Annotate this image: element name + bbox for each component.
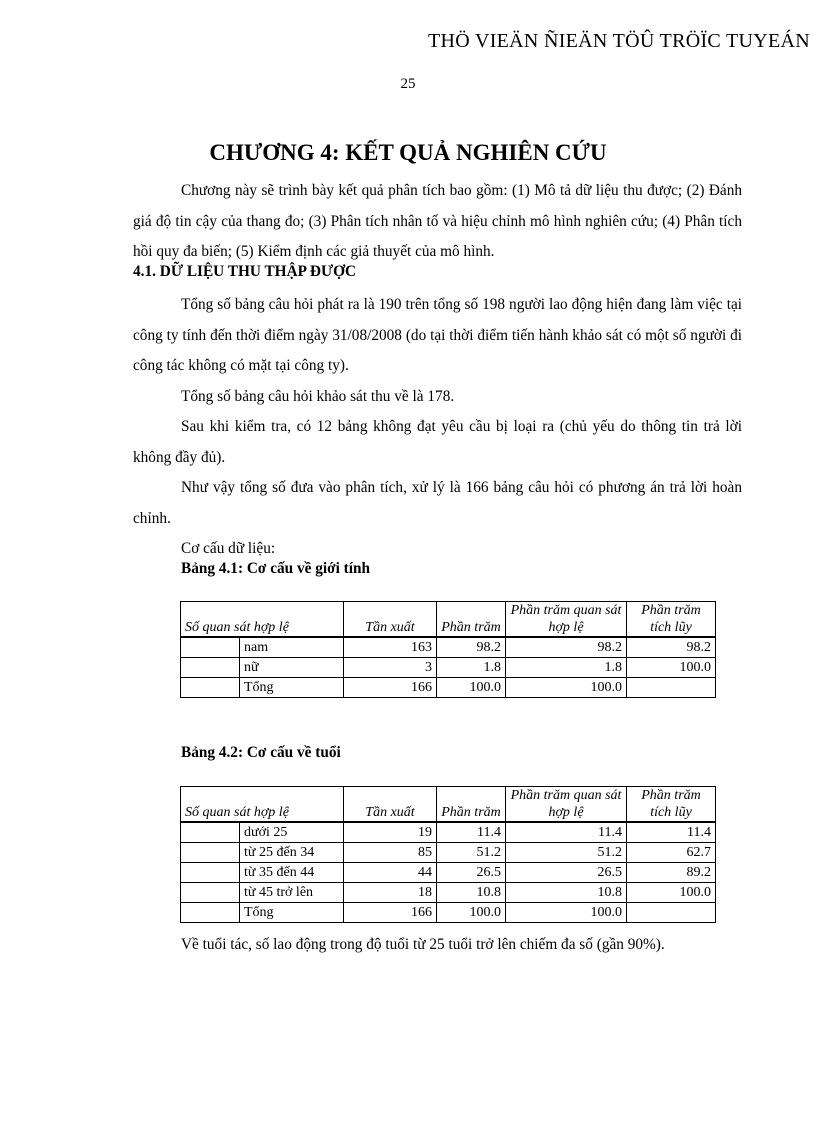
table-row [181, 863, 716, 883]
table1-caption: Bảng 4.1: Cơ cấu về giới tính [181, 560, 371, 577]
row-cumulative-percent: 98.2 [627, 637, 716, 658]
row-percent: 51.2 [437, 843, 506, 863]
col-header-valid-obs: Số quan sát hợp lệ [181, 602, 344, 638]
row-label: nữ [240, 658, 344, 678]
gender-table [180, 601, 716, 698]
row-label: nam [240, 637, 344, 658]
intro-text: Chương này sẽ trình bày kết quả phân tích bao gồm: (1) Mô tả dữ liệu thu được; (2) Đánh giá độ tin cậy của thang đo; (3) Phân tích nhân tố và hiệu chỉnh mô hình nghiên cứu; (4) Phân tích hồi quy đa biến; (5) Kiểm định các giả thuyết của mô hình. [133, 182, 742, 260]
table-row [181, 883, 716, 903]
row-label: từ 45 trở lên [240, 883, 344, 903]
row-valid-percent: 100.0 [506, 903, 627, 923]
table-header-row [181, 787, 716, 823]
row-label: Tổng [240, 903, 344, 923]
row-percent: 26.5 [437, 863, 506, 883]
age-table [180, 786, 716, 923]
row-indent-cell [181, 903, 240, 923]
row-valid-percent: 26.5 [506, 863, 627, 883]
row-percent: 10.8 [437, 883, 506, 903]
running-header: THÖ VIEÄN ÑIEÄN TÖÛ TRÖÏC TUYEÁN [428, 30, 810, 52]
row-label: từ 35 đến 44 [240, 863, 344, 883]
row-frequency: 166 [344, 903, 437, 923]
col-header-percent: Phần trăm [437, 787, 506, 823]
row-indent-cell [181, 822, 240, 843]
row-indent-cell [181, 658, 240, 678]
row-label: dưới 25 [240, 822, 344, 843]
row-cumulative-percent: 62.7 [627, 843, 716, 863]
row-valid-percent: 1.8 [506, 658, 627, 678]
row-percent: 1.8 [437, 658, 506, 678]
row-valid-percent: 51.2 [506, 843, 627, 863]
row-valid-percent: 98.2 [506, 637, 627, 658]
row-indent-cell [181, 678, 240, 698]
row-percent: 98.2 [437, 637, 506, 658]
row-percent: 11.4 [437, 822, 506, 843]
row-valid-percent: 10.8 [506, 883, 627, 903]
table-header-row [181, 602, 716, 638]
row-cumulative-percent [627, 903, 716, 923]
table-row [181, 822, 716, 843]
paragraph: Sau khi kiểm tra, có 12 bảng không đạt yêu cầu bị loại ra (chủ yếu do thông tin trả lời không đầy đủ). [133, 418, 742, 466]
row-frequency: 19 [344, 822, 437, 843]
row-frequency: 44 [344, 863, 437, 883]
row-indent-cell [181, 843, 240, 863]
col-header-percent: Phần trăm [437, 602, 506, 638]
table-row [181, 678, 716, 698]
row-valid-percent: 11.4 [506, 822, 627, 843]
table-row [181, 658, 716, 678]
col-header-valid-percent: Phần trăm quan sát hợp lệ [506, 787, 627, 823]
row-percent: 100.0 [437, 678, 506, 698]
section-heading: 4.1. DỮ LIỆU THU THẬP ĐƯỢC [133, 263, 357, 280]
col-header-frequency: Tần xuất [344, 602, 437, 638]
row-valid-percent: 100.0 [506, 678, 627, 698]
row-label: từ 25 đến 34 [240, 843, 344, 863]
intro-paragraph [133, 176, 742, 268]
table-row [181, 843, 716, 863]
row-percent: 100.0 [437, 903, 506, 923]
body-paragraphs [133, 290, 742, 565]
col-header-valid-percent: Phần trăm quan sát hợp lệ [506, 602, 627, 638]
row-cumulative-percent: 89.2 [627, 863, 716, 883]
paragraph: Như vậy tổng số đưa vào phân tích, xử lý là 166 bảng câu hỏi có phương án trả lời hoàn chỉnh. [133, 479, 742, 527]
row-label: Tổng [240, 678, 344, 698]
row-indent-cell [181, 637, 240, 658]
row-frequency: 166 [344, 678, 437, 698]
chapter-title: CHƯƠNG 4: KẾT QUẢ NGHIÊN CỨU [209, 140, 607, 165]
row-cumulative-percent: 100.0 [627, 658, 716, 678]
col-header-frequency: Tần xuất [344, 787, 437, 823]
row-frequency: 3 [344, 658, 437, 678]
row-cumulative-percent: 100.0 [627, 883, 716, 903]
row-cumulative-percent [627, 678, 716, 698]
paragraph: Tổng số bảng câu hỏi khảo sát thu về là 178. [181, 387, 455, 405]
row-frequency: 163 [344, 637, 437, 658]
conclusion-text: Về tuổi tác, số lao động trong độ tuổi từ 25 tuổi trở lên chiếm đa số (gần 90%). [181, 936, 665, 953]
row-cumulative-percent: 11.4 [627, 822, 716, 843]
table-row [181, 903, 716, 923]
col-header-valid-obs: Số quan sát hợp lệ [181, 787, 344, 823]
col-header-cumulative-percent: Phần trăm tích lũy [627, 602, 716, 638]
paragraph: Tổng số bảng câu hỏi phát ra là 190 trên tổng số 198 người lao động hiện đang làm việc tại công ty tính đến thời điểm ngày 31/08/2008 (do tại thời điểm tiến hành khảo sát có một số người đi công tác không có mặt tại công ty). [133, 296, 742, 374]
row-frequency: 18 [344, 883, 437, 903]
col-header-cumulative-percent: Phần trăm tích lũy [627, 787, 716, 823]
table2-caption: Bảng 4.2: Cơ cấu về tuổi [181, 744, 341, 761]
row-indent-cell [181, 863, 240, 883]
paragraph: Cơ cấu dữ liệu: [181, 540, 276, 557]
page-number: 25 [400, 76, 416, 92]
row-indent-cell [181, 883, 240, 903]
row-frequency: 85 [344, 843, 437, 863]
table-row [181, 637, 716, 658]
